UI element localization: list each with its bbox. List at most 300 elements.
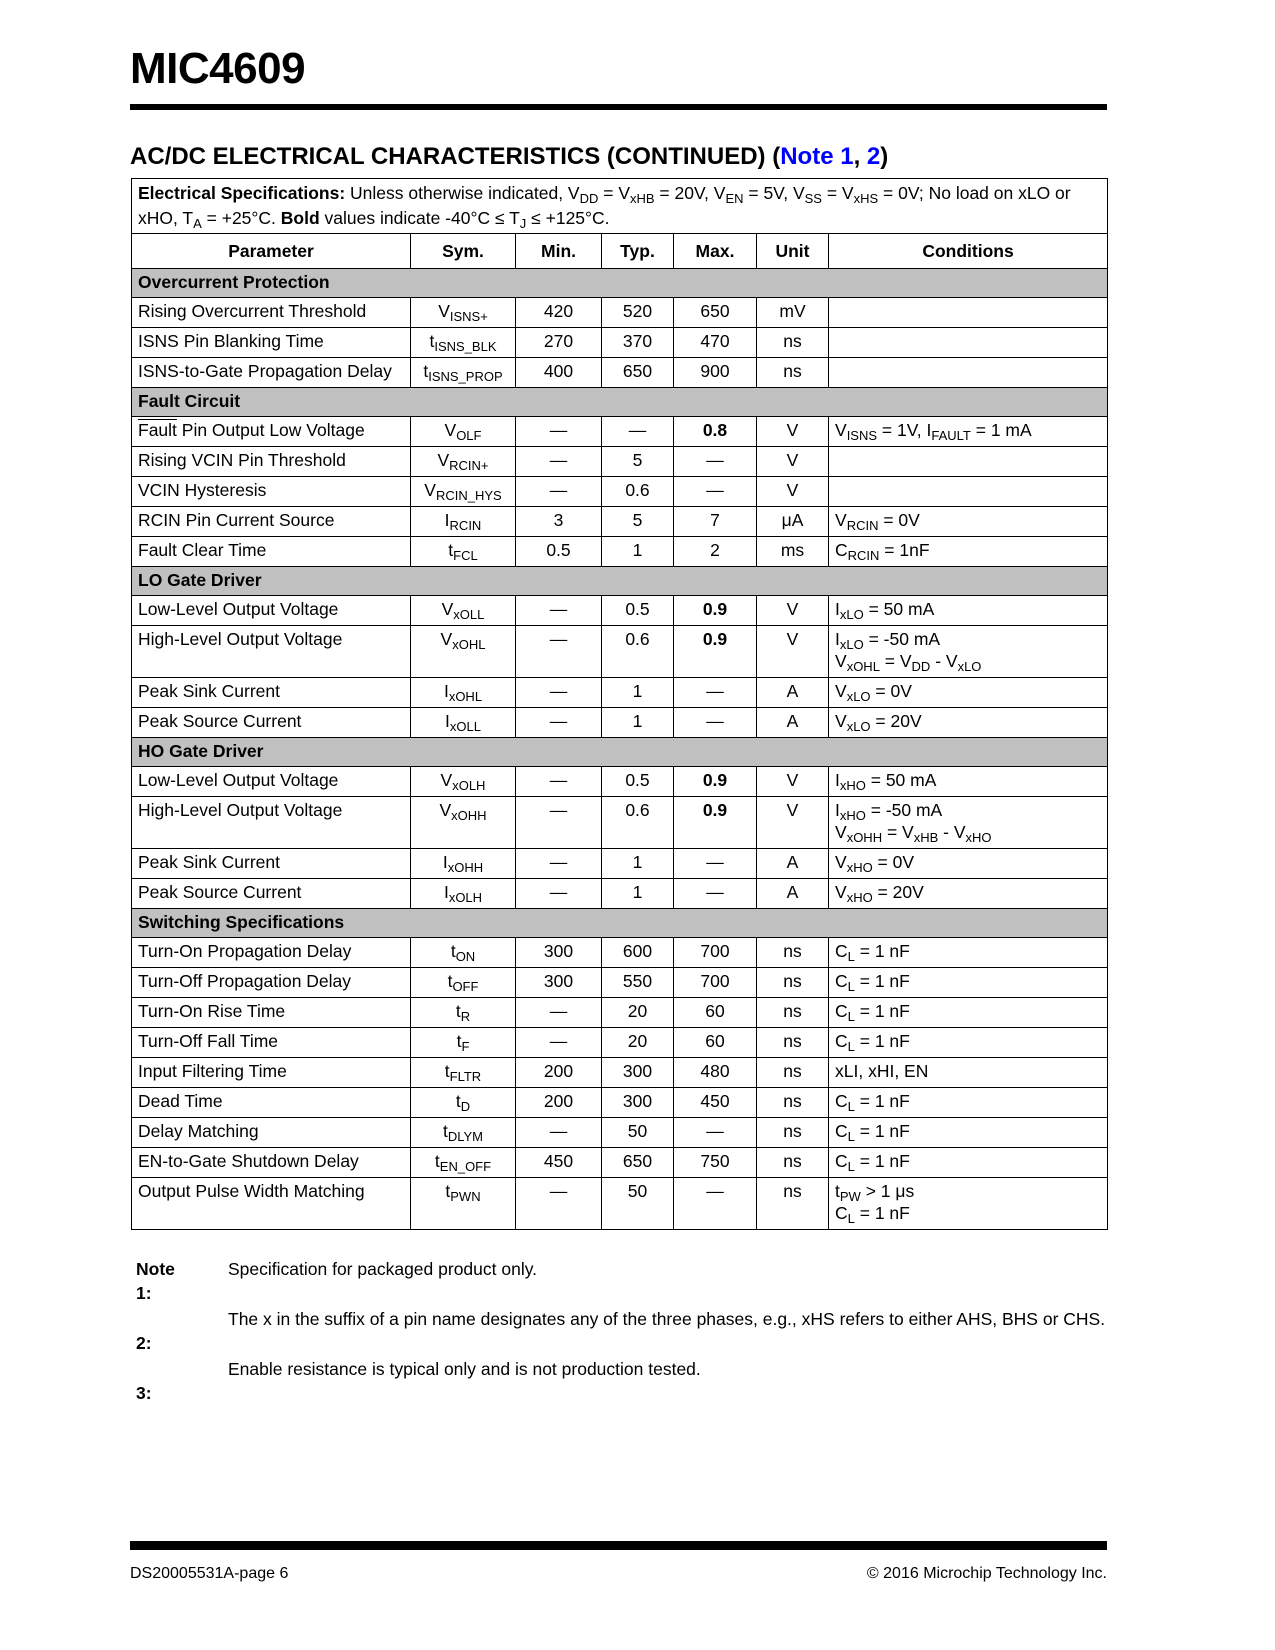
- condition-part: xHO: [846, 860, 873, 875]
- electrical-characteristics-table: [131, 178, 1108, 1230]
- condition-line: [835, 419, 1101, 441]
- table-row: [132, 879, 1108, 909]
- typ-cell: 650: [602, 358, 674, 388]
- param-cell: High-Level Output Voltage: [132, 797, 411, 849]
- condition-line: [835, 769, 1101, 791]
- param-cell: Peak Source Current: [132, 879, 411, 909]
- typ-cell: 1: [602, 708, 674, 738]
- document-title: MIC4609: [130, 44, 306, 93]
- sym-cell: [411, 417, 516, 447]
- sym-cell: [411, 298, 516, 328]
- group-row: [132, 269, 1108, 298]
- sym-cell: [411, 626, 516, 678]
- min-cell: 400: [516, 358, 602, 388]
- sym-letter: V: [438, 301, 450, 321]
- condition-line: [835, 509, 1101, 531]
- condition-line: [835, 940, 1101, 962]
- typ-cell: 1: [602, 537, 674, 567]
- condition-line: [835, 1150, 1101, 1172]
- sym-subscript: OLF: [456, 428, 482, 443]
- sym-cell: [411, 678, 516, 708]
- condition-part: = V: [879, 651, 912, 671]
- table-row: [132, 849, 1108, 879]
- unit-cell: ns: [757, 1058, 829, 1088]
- condition-part: = 1 nF: [854, 1001, 910, 1021]
- condition-part: C: [835, 941, 848, 961]
- typ-cell: 600: [602, 938, 674, 968]
- unit-cell: ms: [757, 537, 829, 567]
- typ-cell: 50: [602, 1178, 674, 1230]
- param-cell: ISNS-to-Gate Propagation Delay: [132, 358, 411, 388]
- table-row: [132, 1058, 1108, 1088]
- condition-part: I: [835, 770, 840, 790]
- condition-part: = 0V: [870, 681, 912, 701]
- conditions-cell: [829, 938, 1108, 968]
- typ-cell: 0.6: [602, 797, 674, 849]
- col-header-conditions: Conditions: [829, 234, 1108, 269]
- param-cell: Rising VCIN Pin Threshold: [132, 447, 411, 477]
- param-cell: Turn-On Rise Time: [132, 998, 411, 1028]
- group-row: [132, 909, 1108, 938]
- unit-cell: μA: [757, 507, 829, 537]
- condition-part: V: [835, 681, 847, 701]
- min-cell: —: [516, 797, 602, 849]
- sym-subscript: RCIN_HYS: [435, 488, 502, 503]
- condition-part: L: [847, 979, 855, 994]
- notes: [136, 1257, 1106, 1407]
- typ-cell: 50: [602, 1118, 674, 1148]
- group-title: Switching Specifications: [132, 909, 1108, 938]
- table-row: [132, 1088, 1108, 1118]
- condition-part: - V: [938, 822, 966, 842]
- condition-part: = 1 nF: [854, 1203, 910, 1223]
- max-cell: 0.9: [674, 596, 757, 626]
- condition-part: L: [847, 949, 855, 964]
- group-row: [132, 567, 1108, 596]
- sym-letter: t: [455, 1091, 461, 1111]
- max-cell: —: [674, 879, 757, 909]
- max-cell: 700: [674, 968, 757, 998]
- sym-subscript: ISNS_BLK: [434, 339, 497, 354]
- typ-cell: 0.6: [602, 477, 674, 507]
- unit-cell: ns: [757, 1088, 829, 1118]
- table-row: [132, 328, 1108, 358]
- sym-cell: [411, 879, 516, 909]
- sym-cell: [411, 938, 516, 968]
- col-header-unit: Unit: [757, 234, 829, 269]
- sym-cell: [411, 767, 516, 797]
- min-cell: 200: [516, 1058, 602, 1088]
- condition-part: xLO: [839, 637, 864, 652]
- unit-cell: ns: [757, 358, 829, 388]
- sym-cell: [411, 1088, 516, 1118]
- table-row: [132, 1178, 1108, 1230]
- condition-line: [835, 1030, 1101, 1052]
- unit-cell: V: [757, 626, 829, 678]
- condition-part: C: [835, 971, 848, 991]
- conditions-cell: [829, 298, 1108, 328]
- max-cell: —: [674, 447, 757, 477]
- min-cell: 3: [516, 507, 602, 537]
- condition-line: [835, 1180, 1101, 1202]
- param-cell: Low-Level Output Voltage: [132, 596, 411, 626]
- min-cell: —: [516, 1028, 602, 1058]
- max-cell: 0.8: [674, 417, 757, 447]
- group-row: [132, 388, 1108, 417]
- sym-cell: [411, 1148, 516, 1178]
- min-cell: —: [516, 767, 602, 797]
- min-cell: 200: [516, 1088, 602, 1118]
- sym-cell: [411, 447, 516, 477]
- unit-cell: V: [757, 477, 829, 507]
- table-row: [132, 626, 1108, 678]
- condition-part: I: [835, 629, 840, 649]
- conditions-cell: [829, 537, 1108, 567]
- sym-cell: [411, 968, 516, 998]
- min-cell: 420: [516, 298, 602, 328]
- conditions-cell: [829, 998, 1108, 1028]
- condition-part: - V: [930, 651, 958, 671]
- table-row: [132, 767, 1108, 797]
- condition-line: [835, 1202, 1101, 1224]
- condition-part: = 1V, I: [877, 420, 932, 440]
- typ-cell: 1: [602, 849, 674, 879]
- min-cell: —: [516, 998, 602, 1028]
- typ-cell: 5: [602, 447, 674, 477]
- table-row: [132, 1118, 1108, 1148]
- unit-cell: A: [757, 879, 829, 909]
- condition-line: [835, 650, 1101, 672]
- header-rule: [130, 104, 1107, 113]
- group-title: Overcurrent Protection: [132, 269, 1108, 298]
- table-row: [132, 998, 1108, 1028]
- note-label: [136, 1257, 228, 1305]
- table-row: [132, 298, 1108, 328]
- unit-cell: V: [757, 417, 829, 447]
- condition-part: V: [835, 822, 847, 842]
- note-number: 1:: [136, 1283, 152, 1303]
- max-cell: 900: [674, 358, 757, 388]
- unit-cell: V: [757, 797, 829, 849]
- table-row: [132, 507, 1108, 537]
- condition-part: C: [835, 1203, 848, 1223]
- section-heading-text: AC/DC ELECTRICAL CHARACTERISTICS (CONTINUED) (: [130, 143, 781, 170]
- unit-cell: V: [757, 447, 829, 477]
- condition-part: L: [847, 1039, 855, 1054]
- param-cell: Output Pulse Width Matching: [132, 1178, 411, 1230]
- conditions-cell: [829, 797, 1108, 849]
- condition-part: V: [835, 711, 847, 731]
- min-cell: 300: [516, 968, 602, 998]
- sym-letter: t: [448, 540, 454, 560]
- condition-part: RCIN: [846, 518, 879, 533]
- note-text: Specification for packaged product only.: [228, 1259, 538, 1279]
- typ-cell: 20: [602, 1028, 674, 1058]
- sym-letter: V: [441, 599, 454, 619]
- sym-subscript: D: [460, 1099, 471, 1114]
- sym-letter: V: [440, 770, 453, 790]
- sym-letter: t: [456, 1031, 462, 1051]
- max-cell: —: [674, 678, 757, 708]
- sym-letter: t: [423, 361, 429, 381]
- conditions-cell: [829, 879, 1108, 909]
- sym-cell: [411, 797, 516, 849]
- table-row: [132, 968, 1108, 998]
- unit-cell: V: [757, 596, 829, 626]
- condition-part: = 0V: [872, 852, 915, 872]
- condition-part: FAULT: [931, 428, 971, 443]
- unit-cell: ns: [757, 328, 829, 358]
- table-row: [132, 417, 1108, 447]
- unit-cell: mV: [757, 298, 829, 328]
- min-cell: 300: [516, 938, 602, 968]
- condition-part: = V: [882, 822, 914, 842]
- table-row: [132, 358, 1108, 388]
- condition-part: L: [847, 1009, 855, 1024]
- note-item: [136, 1307, 1106, 1355]
- param-cell: Dead Time: [132, 1088, 411, 1118]
- condition-part: = -50 mA: [865, 800, 943, 820]
- sym-subscript: xOHL: [452, 637, 486, 652]
- condition-part: L: [847, 1159, 855, 1174]
- conditions-cell: [829, 708, 1108, 738]
- sym-subscript: xOLL: [449, 719, 481, 734]
- min-cell: —: [516, 477, 602, 507]
- condition-part: xOHL: [846, 659, 880, 674]
- note-text: The x in the suffix of a pin name designates any of the three phases, e.g., xHS refers to either AHS, BHS or CHS.: [228, 1309, 1106, 1329]
- condition-part: xLO: [846, 719, 871, 734]
- condition-part: = 1 nF: [854, 971, 910, 991]
- condition-part: t: [835, 1181, 840, 1201]
- note-number: 3:: [136, 1383, 152, 1403]
- sym-subscript: RCIN: [449, 518, 482, 533]
- param-cell: Peak Sink Current: [132, 849, 411, 879]
- sym-subscript: RCIN+: [449, 458, 489, 473]
- param-cell: EN-to-Gate Shutdown Delay: [132, 1148, 411, 1178]
- group-title: LO Gate Driver: [132, 567, 1108, 596]
- min-cell: —: [516, 417, 602, 447]
- footer-copyright: © 2016 Microchip Technology Inc.: [866, 1565, 1107, 1582]
- min-cell: —: [516, 626, 602, 678]
- group-row: [132, 738, 1108, 767]
- param-cell: Input Filtering Time: [132, 1058, 411, 1088]
- typ-cell: 300: [602, 1088, 674, 1118]
- condition-line: [835, 821, 1101, 843]
- sym-subscript: R: [460, 1009, 471, 1024]
- condition-part: xHB: [913, 830, 939, 845]
- condition-line: [835, 970, 1101, 992]
- min-cell: —: [516, 708, 602, 738]
- col-header-min: Min.: [516, 234, 602, 269]
- param-cell: RCIN Pin Current Source: [132, 507, 411, 537]
- condition-part: = 1 nF: [854, 941, 910, 961]
- min-cell: —: [516, 849, 602, 879]
- min-cell: 0.5: [516, 537, 602, 567]
- min-cell: —: [516, 1178, 602, 1230]
- max-cell: 2: [674, 537, 757, 567]
- conditions-cell: [829, 447, 1108, 477]
- sym-cell: [411, 477, 516, 507]
- conditions-cell: [829, 1178, 1108, 1230]
- param-cell: Rising Overcurrent Threshold: [132, 298, 411, 328]
- note-2-link[interactable]: 2: [866, 143, 881, 170]
- max-cell: 0.9: [674, 626, 757, 678]
- note-item: [136, 1357, 1106, 1405]
- min-cell: 450: [516, 1148, 602, 1178]
- sym-letter: I: [443, 681, 449, 701]
- sym-subscript: ON: [455, 949, 476, 964]
- column-header-row: [132, 234, 1108, 269]
- sym-cell: [411, 1058, 516, 1088]
- condition-part: = 1 nF: [854, 1151, 910, 1171]
- conditions-cell: [829, 849, 1108, 879]
- sym-letter: V: [444, 420, 457, 440]
- note-label: [136, 1307, 228, 1355]
- condition-line: [835, 1090, 1101, 1112]
- sym-cell: [411, 596, 516, 626]
- condition-part: ISNS: [846, 428, 878, 443]
- condition-part: xOHH: [846, 830, 883, 845]
- typ-cell: 0.5: [602, 767, 674, 797]
- condition-part: = 1nF: [879, 540, 930, 560]
- conditions-cell: [829, 1118, 1108, 1148]
- conditions-cell: [829, 596, 1108, 626]
- condition-part: L: [847, 1099, 855, 1114]
- min-cell: 270: [516, 328, 602, 358]
- note-number: 2:: [136, 1333, 152, 1353]
- unit-cell: ns: [757, 998, 829, 1028]
- max-cell: 60: [674, 998, 757, 1028]
- sym-cell: [411, 1118, 516, 1148]
- condition-part: xLI, xHI, EN: [835, 1061, 929, 1081]
- condition-line: [835, 881, 1101, 903]
- sym-cell: [411, 708, 516, 738]
- param-cell: ISNS Pin Blanking Time: [132, 328, 411, 358]
- min-cell: —: [516, 447, 602, 477]
- typ-cell: 0.6: [602, 626, 674, 678]
- spec-intro-row: [132, 179, 1108, 234]
- sym-letter: I: [443, 882, 449, 902]
- conditions-cell: [829, 1028, 1108, 1058]
- condition-part: xHO: [846, 890, 873, 905]
- condition-part: = 1 mA: [970, 420, 1032, 440]
- sym-letter: V: [440, 629, 453, 649]
- condition-part: = 20V: [872, 882, 924, 902]
- condition-part: V: [835, 420, 847, 440]
- conditions-cell: [829, 417, 1108, 447]
- footer-rule: [130, 1541, 1107, 1550]
- condition-part: = 1 nF: [854, 1091, 910, 1111]
- table-row: [132, 1148, 1108, 1178]
- spec-intro: Electrical Specifications: Unless otherwise indicated, $V_{DD} = V_{xHB} = 20V$, $V_{EN} = 5V$, $V_{SS} = V_{xHS} = 0V$; No load on xLO or xHO, $T_A = +25^\circ C$. Bold values indicate $-40^\circ C \le T_J \le +125^\circ C$.: [132, 179, 1108, 234]
- condition-part: PW: [839, 1189, 861, 1204]
- sym-subscript: PWN: [450, 1189, 481, 1204]
- typ-cell: 0.5: [602, 596, 674, 626]
- param-cell: [132, 417, 411, 447]
- sym-letter: V: [437, 450, 450, 470]
- sym-cell: [411, 1178, 516, 1230]
- sym-cell: [411, 358, 516, 388]
- group-title: HO Gate Driver: [132, 738, 1108, 767]
- max-cell: —: [674, 477, 757, 507]
- note-1-link[interactable]: Note 1: [780, 143, 854, 170]
- col-header-sym: Sym.: [411, 234, 516, 269]
- sym-letter: t: [442, 1121, 448, 1141]
- sym-subscript: ISNS_PROP: [428, 369, 503, 384]
- sym-letter: t: [450, 941, 456, 961]
- max-cell: —: [674, 1118, 757, 1148]
- condition-part: = 1 nF: [854, 1031, 910, 1051]
- condition-part: = 50 mA: [863, 599, 935, 619]
- typ-cell: 20: [602, 998, 674, 1028]
- sym-cell: [411, 998, 516, 1028]
- unit-cell: A: [757, 849, 829, 879]
- sym-letter: V: [424, 480, 436, 500]
- param-rest: Pin Output Low Voltage: [176, 420, 365, 440]
- sym-cell: [411, 849, 516, 879]
- condition-part: xLO: [846, 689, 871, 704]
- min-cell: —: [516, 678, 602, 708]
- max-cell: 480: [674, 1058, 757, 1088]
- unit-cell: ns: [757, 1118, 829, 1148]
- param-cell: Low-Level Output Voltage: [132, 767, 411, 797]
- condition-line: [835, 1120, 1101, 1142]
- unit-cell: ns: [757, 938, 829, 968]
- max-cell: 7: [674, 507, 757, 537]
- max-cell: 450: [674, 1088, 757, 1118]
- condition-part: = 20V: [870, 711, 922, 731]
- condition-part: C: [835, 1121, 848, 1141]
- col-header-parameter: Parameter: [132, 234, 411, 269]
- conditions-cell: [829, 358, 1108, 388]
- condition-part: RCIN: [847, 548, 880, 563]
- footer-doc-id: DS20005531A-page 6: [130, 1565, 289, 1582]
- sym-letter: I: [445, 711, 450, 731]
- sym-subscript: xOLH: [448, 890, 483, 905]
- condition-part: L: [847, 1211, 855, 1226]
- section-heading: [130, 143, 888, 171]
- param-cell: VCIN Hysteresis: [132, 477, 411, 507]
- typ-cell: 520: [602, 298, 674, 328]
- sym-cell: [411, 507, 516, 537]
- sym-letter: V: [439, 800, 452, 820]
- typ-cell: —: [602, 417, 674, 447]
- note-word: Note: [136, 1259, 175, 1279]
- param-cell: High-Level Output Voltage: [132, 626, 411, 678]
- table-row: [132, 797, 1108, 849]
- sym-cell: [411, 537, 516, 567]
- group-title: Fault Circuit: [132, 388, 1108, 417]
- param-cell: Peak Source Current: [132, 708, 411, 738]
- condition-part: I: [835, 599, 840, 619]
- condition-line: [835, 680, 1101, 702]
- unit-cell: ns: [757, 1028, 829, 1058]
- param-cell: Turn-Off Fall Time: [132, 1028, 411, 1058]
- typ-cell: 1: [602, 678, 674, 708]
- condition-part: V: [835, 510, 847, 530]
- typ-cell: 550: [602, 968, 674, 998]
- sym-subscript: xOHH: [451, 808, 487, 823]
- table-row: [132, 537, 1108, 567]
- condition-part: L: [847, 1129, 855, 1144]
- condition-part: V: [835, 882, 847, 902]
- condition-line: [835, 851, 1101, 873]
- max-cell: 0.9: [674, 797, 757, 849]
- table-row: [132, 477, 1108, 507]
- conditions-cell: [829, 1058, 1108, 1088]
- heading-close: ): [880, 143, 889, 170]
- col-header-typ: Typ.: [602, 234, 674, 269]
